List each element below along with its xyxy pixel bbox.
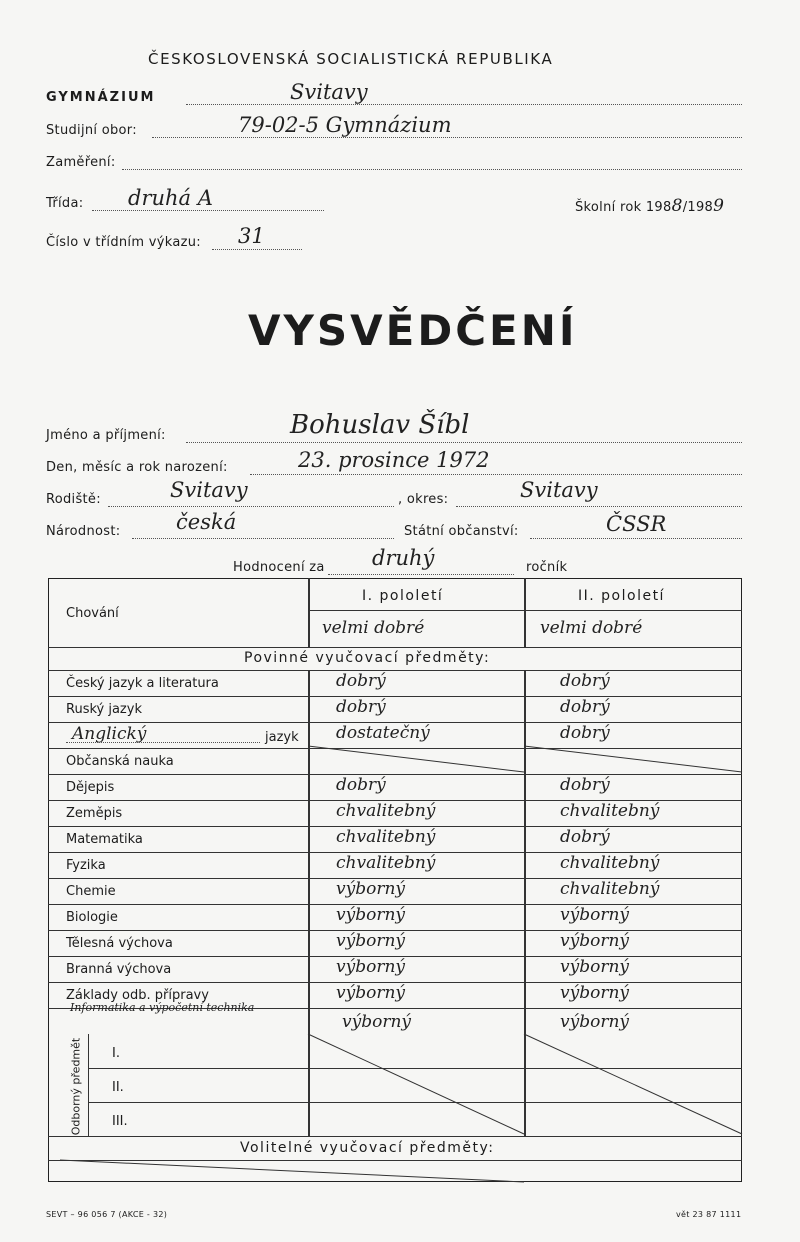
okres-value: Svitavy	[520, 478, 598, 502]
subject-name: Zeměpis	[66, 806, 123, 821]
subject-name: Chemie	[66, 884, 116, 899]
odborny-grade-sem-1: výborný	[342, 1012, 412, 1032]
grade-sem-1: dobrý	[336, 671, 386, 691]
chovani-grade-1: velmi dobré	[322, 618, 425, 638]
skolni-rok-label: Školní rok 198	[575, 200, 672, 215]
grade-sem-1: dobrý	[336, 697, 386, 717]
zamereni-label: Zaměření:	[46, 155, 116, 170]
grade-sem-1: výborný	[336, 879, 406, 899]
skolni-rok-digit1: 8	[671, 196, 683, 216]
col2-header: II. pololetí	[578, 588, 665, 604]
grade-sem-2: chvalitebný	[560, 879, 660, 899]
skolni-rok-digit2: 9	[713, 196, 725, 216]
rodiste-value: Svitavy	[170, 478, 248, 502]
trida-label: Třída:	[46, 196, 84, 211]
gymnazium-label: GYMNÁZIUM	[46, 90, 156, 105]
footer-left: SEVT – 96 056 7 (AKCE - 32)	[46, 1210, 168, 1219]
grade-sem-1: dobrý	[336, 775, 386, 795]
skolni-rok-sep: /198	[682, 200, 714, 215]
grade-sem-2: dobrý	[560, 671, 610, 691]
subject-name: Základy odb. přípravy	[66, 988, 209, 1003]
grade-sem-1: výborný	[336, 931, 406, 951]
hodnoceni-label: Hodnocení za	[233, 560, 325, 575]
narodnost-label: Národnost:	[46, 524, 121, 539]
grade-sem-2: dobrý	[560, 723, 610, 743]
subject-name: Tělesná výchova	[66, 936, 173, 951]
grade-sem-1: výborný	[336, 983, 406, 1003]
odborny-grade-sem-2: výborný	[560, 1012, 630, 1032]
odborny-name: Informatika a výpočetní technika	[70, 1001, 255, 1014]
obcanstvi-label: Státní občanství:	[404, 524, 519, 539]
odborny-roman: III.	[112, 1114, 128, 1129]
rodiste-label: Rodiště:	[46, 492, 101, 507]
grade-sem-2: chvalitebný	[560, 801, 660, 821]
republic-title: ČESKOSLOVENSKÁ SOCIALISTICKÁ REPUBLIKA	[148, 50, 554, 68]
footer-right: vět 23 87 1111	[676, 1210, 742, 1219]
grade-sem-2: chvalitebný	[560, 853, 660, 873]
subject-name: Český jazyk a literatura	[66, 676, 219, 691]
grade-sem-2: výborný	[560, 957, 630, 977]
birth-value: 23. prosince 1972	[298, 448, 490, 472]
grade-sem-2: dobrý	[560, 697, 610, 717]
subject-name: Anglický	[72, 724, 147, 744]
grade-sem-2: výborný	[560, 905, 630, 925]
grade-sem-1: dostatečný	[336, 723, 430, 743]
grade-sem-2: dobrý	[560, 775, 610, 795]
okres-label: , okres:	[398, 492, 449, 507]
subject-name: Branná výchova	[66, 962, 172, 977]
name-label: Jméno a příjmení:	[46, 428, 166, 443]
subject-name: Biologie	[66, 910, 118, 925]
povinne-header: Povinné vyučovací předměty:	[244, 650, 491, 666]
obor-value: 79-02-5 Gymnázium	[238, 113, 452, 137]
odborny-roman: II.	[112, 1080, 124, 1095]
cislo-label: Číslo v třídním výkazu:	[46, 235, 201, 250]
subject-name: Fyzika	[66, 858, 106, 873]
odborny-roman: I.	[112, 1046, 120, 1061]
chovani-label: Chování	[66, 606, 119, 621]
narodnost-value: česká	[176, 510, 237, 534]
gymnazium-value: Svitavy	[290, 80, 368, 104]
grade-sem-1: chvalitebný	[336, 827, 436, 847]
hodnoceni-value: druhý	[372, 546, 435, 570]
name-value: Bohuslav Šíbl	[290, 410, 470, 440]
document-title: VYSVĚDČENÍ	[248, 306, 578, 355]
obor-label: Studijní obor:	[46, 123, 137, 138]
subject-name: Ruský jazyk	[66, 702, 142, 717]
trida-value: druhá A	[128, 186, 213, 210]
grade-sem-1: chvalitebný	[336, 801, 436, 821]
grade-sem-1: výborný	[336, 905, 406, 925]
odborny-label: Odborný předmět	[69, 1037, 83, 1136]
obcanstvi-value: ČSSR	[606, 512, 667, 536]
cislo-value: 31	[238, 224, 265, 248]
chovani-grade-2: velmi dobré	[540, 618, 643, 638]
grade-sem-2: výborný	[560, 983, 630, 1003]
col1-header: I. pololetí	[362, 588, 444, 604]
grade-sem-2: výborný	[560, 931, 630, 951]
subject-name: Matematika	[66, 832, 143, 847]
subject-name: Občanská nauka	[66, 754, 174, 769]
grade-sem-2: dobrý	[560, 827, 610, 847]
subject-name: Dějepis	[66, 780, 115, 795]
jazyk-suffix: jazyk	[265, 730, 299, 745]
grade-sem-1: výborný	[336, 957, 406, 977]
birth-label: Den, měsíc a rok narození:	[46, 460, 228, 475]
rocnik-label: ročník	[526, 560, 568, 575]
volitelne-header: Volitelné vyučovací předměty:	[240, 1140, 495, 1156]
grade-sem-1: chvalitebný	[336, 853, 436, 873]
